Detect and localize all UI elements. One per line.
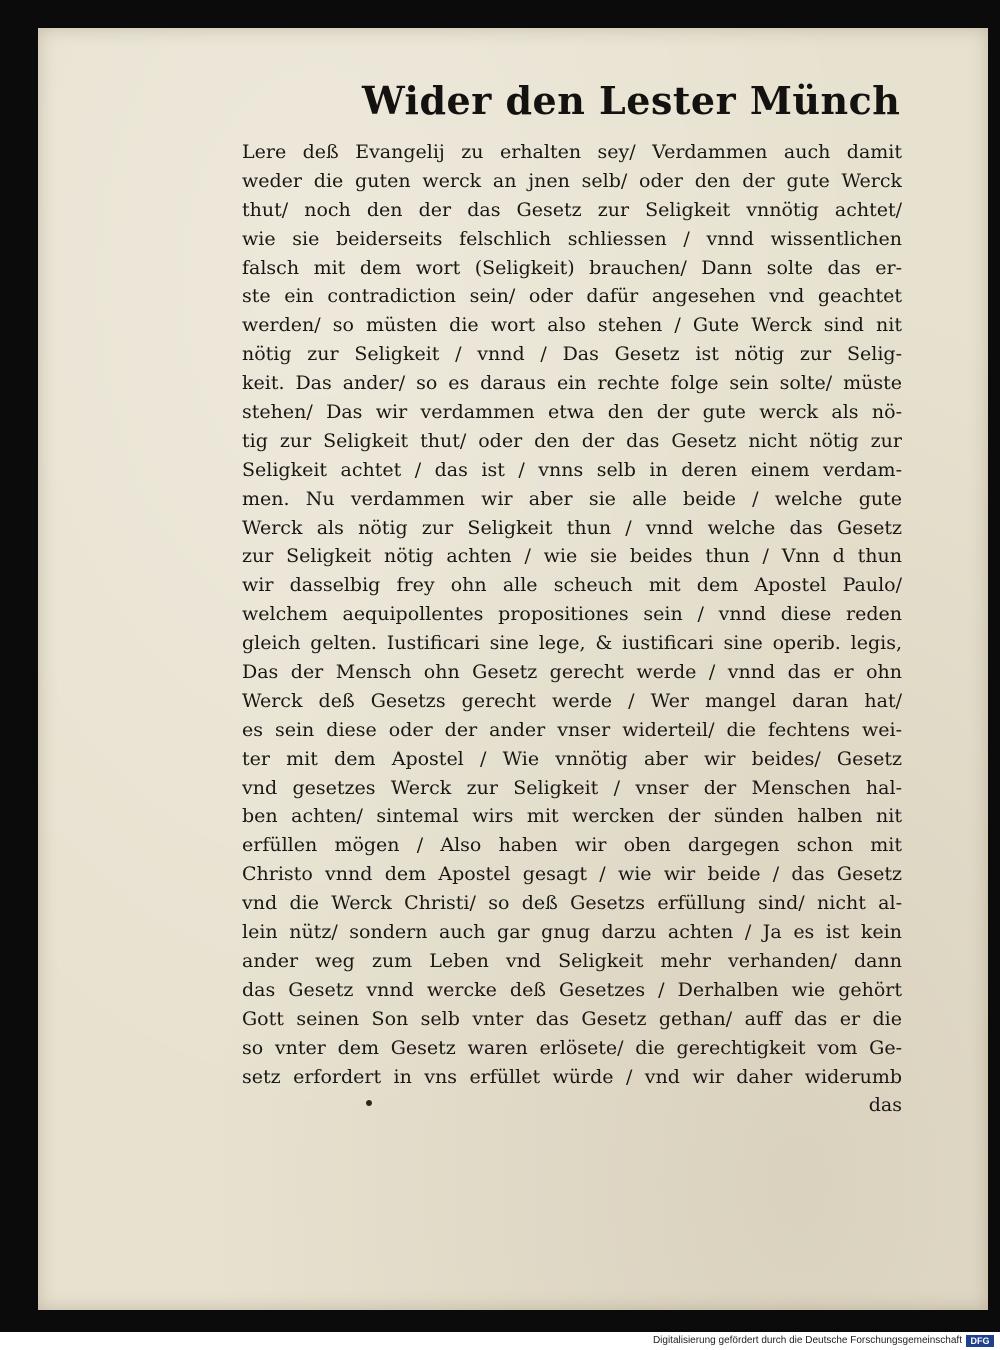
text-line: ste ein contradiction sein/ oder dafür angesehen vnd geachtet: [242, 285, 902, 308]
text-line: keit. Das ander/ so es daraus ein rechte folge sein solte/ müste: [242, 372, 902, 395]
text-line: Werck deß Gesetzs gerecht werde / Wer mangel daran hat/: [242, 689, 902, 712]
footer-credit: Digitalisierung gefördert durch die Deutsche Forschungsgemeinschaft: [652, 1335, 962, 1346]
text-line: vnd gesetzes Werck zur Seligkeit / vnser der Menschen hal-: [242, 776, 902, 799]
running-heading: Wider den Lester Münch: [362, 78, 901, 123]
text-line: Gott seinen Son selb vnter das Gesetz gethan/ auff das er die: [242, 1007, 902, 1030]
text-line: ben achten/ sintemal wirs mit wercken der sünden halben nit: [242, 805, 902, 828]
text-line: weder die guten werck an jnen selb/ oder den der gute Werck: [242, 169, 902, 192]
text-line: ter mit dem Apostel / Wie vnnötig aber wir beides/ Gesetz: [242, 747, 902, 770]
text-line: Werck als nötig zur Seligkeit thun / vnnd welche das Gesetz: [242, 516, 902, 539]
text-line: wir dasselbig frey ohn alle scheuch mit dem Apostel Paulo/: [242, 574, 902, 597]
ink-mark: [366, 1100, 372, 1106]
text-line: lein nütz/ sondern auch gar gnug darzu achten / Ja es ist kein: [242, 921, 902, 944]
text-line: men. Nu verdammen wir aber sie alle beide / welche gute: [242, 487, 902, 510]
text-line: Lere deß Evangelij zu erhalten sey/ Verdammen auch damit: [242, 141, 902, 163]
text-line: thut/ noch den der das Gesetz zur Seligkeit vnnötig achtet/: [242, 198, 902, 221]
text-line: erfüllen mögen / Also haben wir oben dargegen schon mit: [242, 834, 902, 857]
digitization-footer: [0, 1332, 1000, 1350]
text-line: es sein diese oder der ander vnser widerteil/ die fechtens wei-: [242, 718, 902, 741]
page-body-text: [242, 138, 902, 1120]
text-line: Christo vnnd dem Apostel gesagt / wie wir beide / das Gesetz: [242, 863, 902, 886]
text-line: falsch mit dem wort (Seligkeit) brauchen/ Dann solte das er-: [242, 256, 902, 279]
text-line: vnd die Werck Christi/ so deß Gesetzs erfüllung sind/ nicht al-: [242, 892, 902, 915]
text-line: zur Seligkeit nötig achten / wie sie beides thun / Vnn d thun: [242, 545, 902, 568]
text-line: nötig zur Seligkeit / vnnd / Das Gesetz ist nötig zur Selig-: [242, 343, 902, 366]
text-line: werden/ so müsten die wort also stehen / Gute Werck sind nit: [242, 314, 902, 337]
text-line: welchem aequipollentes propositiones sein / vnnd diese reden: [242, 603, 902, 626]
text-line: stehen/ Das wir verdammen etwa den der gute werck als nö-: [242, 401, 902, 424]
text-line: Seligkeit achtet / das ist / vnns selb in deren einem verdam-: [242, 458, 902, 481]
text-line: setz erfordert in vns erfüllet würde / vnd wir daher widerumb: [242, 1065, 902, 1088]
text-line: wie sie beiderseits felschlich schliessen / vnnd wissentlichen: [242, 227, 902, 250]
text-line: so vnter dem Gesetz waren erlösete/ die gerechtigkeit vom Ge-: [242, 1036, 902, 1059]
text-line: gleich gelten. Iustificari sine lege, & iustificari sine operib. legis,: [242, 632, 902, 655]
text-line: Das der Mensch ohn Gesetz gerecht werde / vnnd das er ohn: [242, 661, 902, 684]
dfg-logo-icon: DFG: [966, 1335, 994, 1347]
text-line: tig zur Seligkeit thut/ oder den der das Gesetz nicht nötig zur: [242, 429, 902, 452]
catchword: das: [868, 1094, 902, 1117]
text-line: ander weg zum Leben vnd Seligkeit mehr verhanden/ dann: [242, 949, 902, 972]
text-line: das Gesetz vnnd wercke deß Gesetzes / Derhalben wie gehört: [242, 978, 902, 1001]
